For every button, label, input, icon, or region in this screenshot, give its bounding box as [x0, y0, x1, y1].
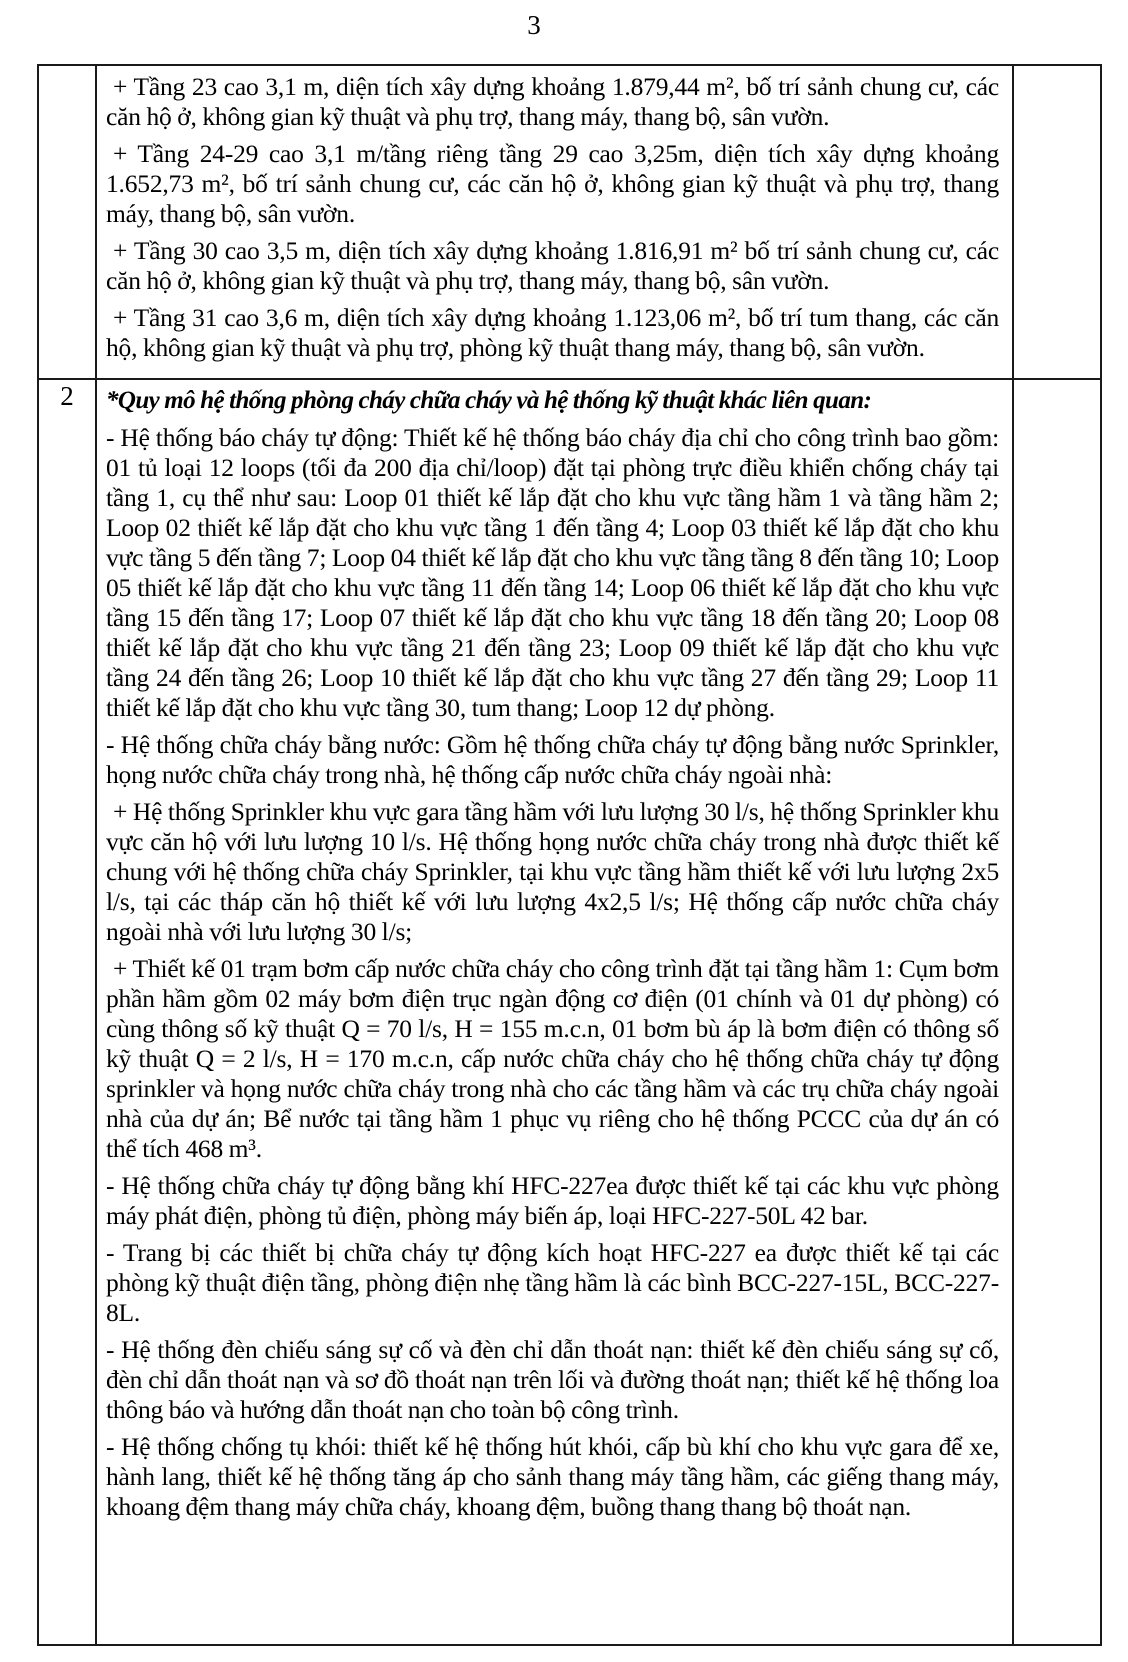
paragraph: - Hệ thống đèn chiếu sáng sự cố và đèn chỉ dẫn thoát nạn: thiết kế đèn chiếu sáng sự cố, đèn chỉ dẫn thoát nạn và sơ đồ thoát nạn trên lối và đường thoát nạn; thiết kế hệ thống loa thông báo và hướng dẫn thoát nạn cho toàn bộ công trình.: [106, 1335, 999, 1424]
row-content-cell: [96, 379, 1013, 1645]
paragraph: + Tầng 30 cao 3,5 m, diện tích xây dựng khoảng 1.816,91 m² bố trí sảnh chung cư, các căn hộ ở, không gian kỹ thuật và phụ trợ, thang máy, thang bộ, sân vườn.: [106, 236, 999, 295]
paragraph: + Tầng 23 cao 3,1 m, diện tích xây dựng khoảng 1.879,44 m², bố trí sảnh chung cư, các căn hộ ở, không gian kỹ thuật và phụ trợ, thang máy, thang bộ, sân vườn.: [106, 72, 999, 131]
paragraph: - Hệ thống báo cháy tự động: Thiết kế hệ thống báo cháy địa chỉ cho công trình bao gồm: 01 tủ loại 12 loops (tối đa 200 địa chỉ/loop) đặt tại phòng trực điều khiển chống cháy tại tầng 1, cụ thể như sau: Loop 01 thiết kế lắp đặt cho khu vực tầng hầm 1 và tầng hầm 2; Loop 02 thiết kế lắp đặt cho khu vực tầng 1 đến tầng 4; Loop 03 thiết kế lắp đặt cho khu vực tầng 5 đến tầng 7; Loop 04 thiết kế lắp đặt cho khu vực tầng tầng 8 đến tầng 10; Loop 05 thiết kế lắp đặt cho khu vực tầng 11 đến tầng 14; Loop 06 thiết kế lắp đặt cho khu vực tầng 15 đến tầng 17; Loop 07 thiết kế lắp đặt cho khu vực tầng 18 đến tầng 20; Loop 08 thiết kế lắp đặt cho khu vực tầng 21 đến tầng 23; Loop 09 thiết kế lắp đặt cho khu vực tầng 24 đến tầng 26; Loop 10 thiết kế lắp đặt cho khu vực tầng 27 đến tầng 29; Loop 11 thiết kế lắp đặt cho khu vực tầng 30, tum thang; Loop 12 dự phòng.: [106, 423, 999, 722]
content-table: [37, 64, 1102, 1646]
table-body: [38, 65, 1101, 1645]
paragraph: + Hệ thống Sprinkler khu vực gara tầng hầm với lưu lượng 30 l/s, hệ thống Sprinkler khu vực căn hộ với lưu lượng 10 l/s. Hệ thống họng nước chữa cháy trong nhà được thiết kế chung với hệ thống chữa cháy Sprinkler, tại khu vực tầng hầm thiết kế với lưu lượng 2x5 l/s, tại các tháp căn hộ thiết kế với lưu lượng 4x2,5 l/s; Hệ thống cấp nước chữa cháy ngoài nhà với lưu lượng 30 l/s;: [106, 797, 999, 946]
row-number-cell: [38, 65, 96, 379]
paragraph: - Hệ thống chữa cháy bằng nước: Gồm hệ thống chữa cháy tự động bằng nước Sprinkler, họng nước chữa cháy trong nhà, hệ thống cấp nước chữa cháy ngoài nhà:: [106, 730, 999, 789]
page-number: 3: [527, 10, 541, 40]
section-heading: *Quy mô hệ thống phòng cháy chữa cháy và hệ thống kỹ thuật khác liên quan:: [106, 387, 872, 414]
paragraph: - Hệ thống chống tụ khói: thiết kế hệ thống hút khói, cấp bù khí cho khu vực gara để xe, hành lang, thiết kế hệ thống tăng áp cho sảnh thang máy tầng hầm, các giếng thang máy, khoang đệm thang máy chữa cháy, khoang đệm, buồng thang thang bộ thoát nạn.: [106, 1432, 999, 1521]
row-note-cell: [1013, 65, 1101, 379]
paragraph: + Thiết kế 01 trạm bơm cấp nước chữa cháy cho công trình đặt tại tầng hầm 1: Cụm bơm phần hầm gồm 02 máy bơm điện trục ngàn động cơ điện (01 chính và 01 dự phòng) có cùng thông số kỹ thuật Q = 70 l/s, H = 155 m.c.n, 01 bơm bù áp là bơm điện có thông số kỹ thuật Q = 2 l/s, H = 170 m.c.n, cấp nước chữa cháy cho hệ thống chữa cháy tự động sprinkler và họng nước chữa cháy trong nhà cho các tầng hầm và các trụ chữa cháy ngoài nhà của dự án; Bể nước tại tầng hầm 1 phục vụ riêng cho hệ thống PCCC của dự án có thể tích 468 m³.: [106, 954, 999, 1163]
paragraph: + Tầng 31 cao 3,6 m, diện tích xây dựng khoảng 1.123,06 m², bố trí tum thang, các căn hộ, không gian kỹ thuật và phụ trợ, phòng kỹ thuật thang máy, thang bộ, sân vườn.: [106, 303, 999, 362]
table-row: [38, 379, 1101, 1645]
row-number-cell: [38, 379, 96, 1645]
row-number: 2: [60, 381, 74, 411]
paragraph: + Tầng 24-29 cao 3,1 m/tầng riêng tầng 29 cao 3,25m, diện tích xây dựng khoảng 1.652,73 m², bố trí sảnh chung cư, các căn hộ ở, không gian kỹ thuật và phụ trợ, thang máy, thang bộ, sân vườn.: [106, 139, 999, 228]
paragraph: - Hệ thống chữa cháy tự động bằng khí HFC-227ea được thiết kế tại các khu vực phòng máy phát điện, phòng tủ điện, phòng máy biến áp, loại HFC-227-50L 42 bar.: [106, 1171, 999, 1230]
table-row: [38, 65, 1101, 379]
row-content-cell: [96, 65, 1013, 379]
row-note-cell: [1013, 379, 1101, 1645]
paragraph: - Trang bị các thiết bị chữa cháy tự động kích hoạt HFC-227 ea được thiết kế tại các phòng kỹ thuật điện tầng, phòng điện nhẹ tầng hầm là các bình BCC-227-15L, BCC-227-8L.: [106, 1238, 999, 1327]
